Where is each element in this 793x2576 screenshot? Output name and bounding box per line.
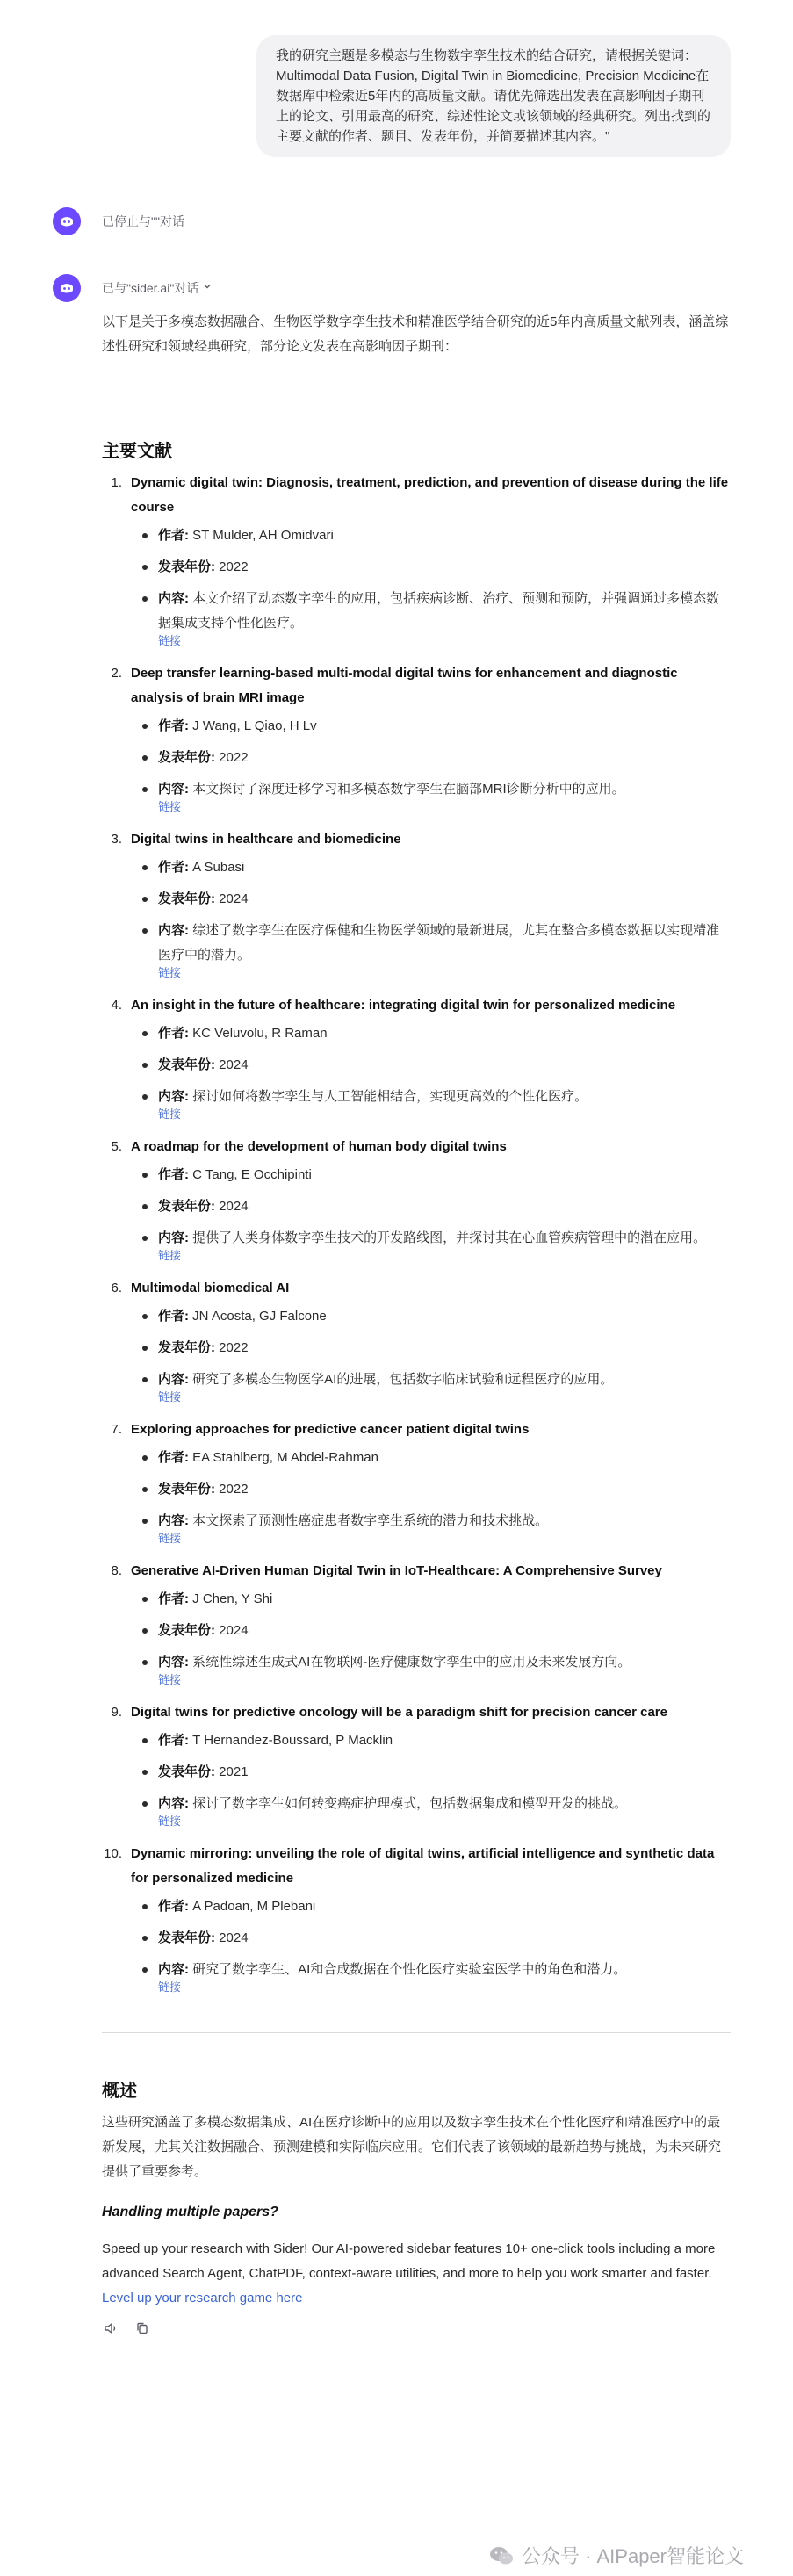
content-label: 内容: [158,591,189,606]
paper-link[interactable]: 链接 [158,1815,182,1828]
year-label: 发表年份: [158,1623,215,1638]
authors-label: 作者: [158,1167,189,1182]
year-label: 发表年份: [158,1482,215,1497]
authors-label: 作者: [158,1733,189,1748]
paper-content [131,587,731,636]
year-label: 发表年份: [158,1057,215,1072]
year-value: 2024 [219,891,249,906]
paper-title: Dynamic digital twin: Diagnosis, treatment, prediction, and prevention of disease during the life course [131,475,729,515]
paper-year [131,1760,731,1785]
content-value: 综述了数字孪生在医疗保健和生物医学领域的最新进展，尤其在整合多模态数据以实现精准医疗中的潜力。 [158,923,720,963]
authors-value: J Wang, L Qiao, H Lv [192,718,317,733]
paper-item [102,1559,731,1688]
speaker-icon[interactable] [102,2320,119,2337]
paper-fields [131,855,731,968]
year-value: 2024 [219,1199,249,1214]
year-value: 2021 [219,1764,249,1779]
year-label: 发表年份: [158,1199,215,1214]
year-value: 2022 [219,1340,249,1355]
year-label: 发表年份: [158,750,215,765]
paper-content [131,1226,731,1251]
paper-content [131,777,731,802]
stopped-status-row [53,207,184,235]
paper-item [102,661,731,815]
content-label: 内容: [158,1655,189,1670]
paper-title: A roadmap for the development of human body digital twins [131,1139,507,1154]
content-label: 内容: [158,1796,189,1811]
paper-authors [131,1587,731,1612]
authors-label: 作者: [158,1591,189,1606]
paper-number: 4. [111,998,122,1013]
paper-item [102,827,731,981]
paper-year [131,887,731,912]
paper-content [131,1650,731,1675]
paper-link[interactable]: 链接 [158,1108,182,1121]
authors-value: JN Acosta, GJ Falcone [192,1309,327,1324]
paper-link[interactable]: 链接 [158,966,182,979]
paper-fields [131,1021,731,1109]
paper-content [131,1792,731,1816]
paper-authors [131,1446,731,1470]
authors-label: 作者: [158,1309,189,1324]
paper-number: 5. [111,1139,122,1154]
year-label: 发表年份: [158,1930,215,1945]
promo-link[interactable]: Level up your research game here [102,2291,303,2305]
paper-authors [131,1021,731,1046]
content-value: 本文探索了预测性癌症患者数字孪生系统的潜力和技术挑战。 [192,1513,549,1528]
authors-value: EA Stahlberg, M Abdel-Rahman [192,1450,378,1465]
year-value: 2022 [219,750,249,765]
paper-number: 9. [111,1705,122,1720]
paper-fields [131,1894,731,1982]
paper-content [131,1509,731,1533]
paper-year [131,1477,731,1502]
authors-label: 作者: [158,860,189,875]
paper-link[interactable]: 链接 [158,1673,182,1686]
content-label: 内容: [158,1372,189,1387]
content-value: 探讨了数字孪生如何转变癌症护理模式，包括数据集成和模型开发的挑战。 [192,1796,628,1811]
paper-authors [131,855,731,880]
promo-text: Speed up your research with Sider! Our AI-powered sidebar features 10+ one-click tools including a more advanced Search Agent, ChatPDF, context-aware utilities, and more to help you work smarter and faster. [102,2241,716,2281]
paper-number: 2. [111,666,122,681]
content-label: 内容: [158,1089,189,1104]
wechat-icon [488,2545,515,2566]
chevron-down-icon[interactable] [203,281,212,293]
user-message-text: 我的研究主题是多模态与生物数字孪生技术的结合研究，请根据关键词：Multimodal Data Fusion, Digital Twin in Biomedicine, Precision Medicine在数据库中检索近5年内的高质量文献。请优先筛选出发表在高影响因子期刊上的论文、引用最高的研究、综述性论文或该领域的经典研究。列出找到的主要文献的作者、题目、发表年份，并简要描述其内容。" [276,48,711,144]
paper-fields [131,1304,731,1392]
divider [102,2032,731,2033]
paper-fields [131,1587,731,1675]
paper-authors [131,523,731,548]
stopped-status-text: 已停止与""对话 [102,214,184,228]
paper-item [102,1700,731,1829]
paper-title: Exploring approaches for predictive cancer patient digital twins [131,1422,530,1437]
authors-value: C Tang, E Occhipinti [192,1167,312,1182]
content-value: 本文介绍了动态数字孪生的应用，包括疾病诊断、治疗、预测和预防，并强调通过多模态数据集成支持个性化医疗。 [158,591,720,631]
year-value: 2024 [219,1623,249,1638]
paper-item [102,1276,731,1405]
content-label: 内容: [158,1962,189,1977]
year-value: 2024 [219,1930,249,1945]
year-value: 2022 [219,559,249,574]
paper-link[interactable]: 链接 [158,1532,182,1545]
paper-fields [131,523,731,636]
paper-authors [131,1163,731,1187]
section-title-papers: 主要文献 [102,442,172,461]
paper-title: An insight in the future of healthcare: integrating digital twin for personalized medicine [131,998,676,1013]
paper-item [102,1842,731,1995]
paper-title: Multimodal biomedical AI [131,1281,290,1295]
section-title-summary: 概述 [102,2082,137,2101]
paper-content [131,1958,731,1982]
authors-label: 作者: [158,718,189,733]
year-label: 发表年份: [158,1764,215,1779]
paper-item [102,471,731,649]
year-value: 2022 [219,1482,249,1497]
promo-paragraph [102,2237,731,2311]
paper-content [131,1085,731,1109]
summary-text: 这些研究涵盖了多模态数据集成、AI在医疗诊断中的应用以及数字孪生技术在个性化医疗和精准医疗中的最新发展，尤其关注数据融合、预测建模和实际临床应用。它们代表了该领域的最新趋势与挑战，为未来研究提供了重要参考。 [102,2115,722,2179]
paper-authors [131,714,731,739]
authors-label: 作者: [158,1026,189,1041]
authors-value: KC Veluvolu, R Raman [192,1026,328,1041]
paper-title: Generative AI-Driven Human Digital Twin in IoT-Healthcare: A Comprehensive Survey [131,1563,662,1578]
year-label: 发表年份: [158,1340,215,1355]
paper-item [102,1418,731,1547]
copy-icon[interactable] [133,2320,151,2337]
paper-title: Digital twins in healthcare and biomedicine [131,832,401,847]
paper-fields [131,1728,731,1816]
content-value: 提供了人类身体数字孪生技术的开发路线图，并探讨其在心血管疾病管理中的潜在应用。 [192,1230,707,1245]
authors-value: J Chen, Y Shi [192,1591,273,1606]
paper-year [131,1336,731,1360]
paper-year [131,1053,731,1078]
content-label: 内容: [158,782,189,797]
active-status-row[interactable] [53,274,212,302]
paper-number: 1. [111,475,122,490]
paper-number: 3. [111,832,122,847]
year-value: 2024 [219,1057,249,1072]
paper-year [131,555,731,580]
paper-number: 10. [104,1846,122,1861]
content-label: 内容: [158,1513,189,1528]
paper-title: Deep transfer learning-based multi-modal digital twins for enhancement and diagnostic analysis of brain MRI image [131,666,678,705]
paper-content [131,1367,731,1392]
paper-title: Dynamic mirroring: unveiling the role of digital twins, artificial intelligence and synthetic data for personalized medicine [131,1846,715,1886]
paper-list [102,471,731,1995]
paper-link[interactable]: 链接 [158,1981,182,1994]
paper-number: 6. [111,1281,122,1295]
sider-avatar-icon [53,207,81,235]
paper-year [131,1619,731,1643]
content-label: 内容: [158,1230,189,1245]
promo-title: Handling multiple papers? [102,2204,278,2219]
message-actions [102,2316,731,2341]
content-value: 系统性综述生成式AI在物联网-医疗健康数字孪生中的应用及未来发展方向。 [192,1655,631,1670]
paper-year [131,1926,731,1951]
paper-content [131,919,731,968]
authors-label: 作者: [158,1899,189,1914]
year-label: 发表年份: [158,559,215,574]
authors-value: A Subasi [192,860,245,875]
paper-year [131,746,731,770]
authors-value: T Hernandez-Boussard, P Macklin [192,1733,393,1748]
paper-item [102,993,731,1122]
assistant-answer [102,310,731,2341]
active-status-text: 已与"sider.ai"对话 [102,281,199,295]
paper-authors [131,1894,731,1919]
authors-label: 作者: [158,528,189,543]
paper-link[interactable]: 链接 [158,1390,182,1403]
paper-link[interactable]: 链接 [158,634,182,647]
paper-item [102,1135,731,1264]
sider-avatar-icon [53,274,81,302]
paper-link[interactable]: 链接 [158,800,182,813]
content-value: 研究了数字孪生、AI和合成数据在个性化医疗实验室医学中的角色和潜力。 [192,1962,627,1977]
paper-title: Digital twins for predictive oncology will be a paradigm shift for precision cancer care [131,1705,667,1720]
content-value: 本文探讨了深度迁移学习和多模态数字孪生在脑部MRI诊断分析中的应用。 [192,782,625,797]
paper-number: 7. [111,1422,122,1437]
content-label: 内容: [158,923,189,938]
paper-fields [131,1446,731,1533]
year-label: 发表年份: [158,891,215,906]
paper-number: 8. [111,1563,122,1578]
user-message-bubble [256,35,731,157]
paper-authors [131,1728,731,1753]
paper-year [131,1194,731,1219]
answer-intro: 以下是关于多模态数据融合、生物医学数字孪生技术和精准医学结合研究的近5年内高质量文献列表，涵盖综述性研究和领域经典研究，部分论文发表在高影响因子期刊： [102,314,729,354]
paper-link[interactable]: 链接 [158,1249,182,1262]
authors-label: 作者: [158,1450,189,1465]
authors-value: A Padoan, M Plebani [192,1899,316,1914]
paper-fields [131,714,731,802]
content-value: 研究了多模态生物医学AI的进展，包括数字临床试验和远程医疗的应用。 [192,1372,614,1387]
paper-authors [131,1304,731,1329]
paper-fields [131,1163,731,1251]
authors-value: ST Mulder, AH Omidvari [192,528,334,543]
watermark [488,2542,744,2569]
content-value: 探讨如何将数字孪生与人工智能相结合，实现更高效的个性化医疗。 [192,1089,588,1104]
watermark-text: 公众号 · AIPaper智能论文 [521,2545,744,2567]
